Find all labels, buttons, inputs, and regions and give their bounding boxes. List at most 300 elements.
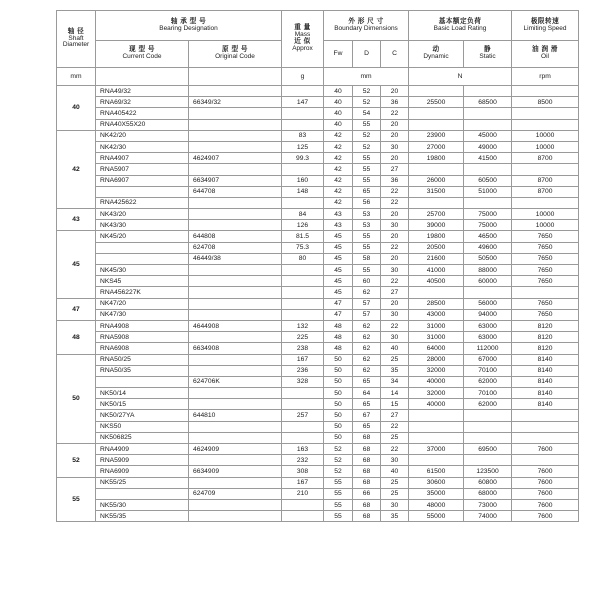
original-code-cell: 4624907 [189,153,282,164]
static-cell [464,86,512,97]
current-code-cell: RNA4907 [96,153,189,164]
bearing-table [56,10,579,522]
dynamic-cell: 19800 [409,153,464,164]
current-code-cell: NK55/35 [96,511,189,522]
fw-cell: 42 [324,153,353,164]
current-code-cell: RNA5907 [96,164,189,175]
dynamic-cell: 32000 [409,388,464,399]
static-cell [464,421,512,432]
static-cell: 62000 [464,376,512,387]
current-code-cell [96,488,189,499]
dynamic-cell: 43000 [409,309,464,320]
original-code-cell: 624709 [189,488,282,499]
static-cell: 41500 [464,153,512,164]
original-code-cell [189,499,282,510]
oil-speed-cell: 8700 [512,186,579,197]
mass-cell: 160 [282,175,324,186]
fw-cell: 48 [324,343,353,354]
current-code-cell: NK50/27YA [96,410,189,421]
static-cell [464,108,512,119]
static-cell: 51000 [464,186,512,197]
original-code-cell: 66349/32 [189,97,282,108]
d-cell: 62 [353,332,381,343]
c-cell: 30 [381,499,409,510]
c-cell: 22 [381,242,409,253]
fw-cell: 45 [324,231,353,242]
d-cell: 53 [353,209,381,220]
c-cell: 22 [381,276,409,287]
dynamic-cell: 19800 [409,231,464,242]
table-header [57,11,579,86]
current-code-cell: NK45/30 [96,265,189,276]
designation-header: 轴 承 型 号 Bearing Designation [96,11,282,41]
dynamic-cell: 37000 [409,444,464,455]
static-cell: 67000 [464,354,512,365]
oil-speed-cell: 8140 [512,388,579,399]
oil-speed-cell: 7650 [512,265,579,276]
fw-cell: 45 [324,265,353,276]
limiting-speed-header: 极限转速 Limiting Speed [512,11,579,41]
fw-cell: 55 [324,511,353,522]
dynamic-cell [409,455,464,466]
dynamic-cell: 40500 [409,276,464,287]
mass-cell [282,298,324,309]
dynamic-cell: 21600 [409,253,464,264]
original-code-cell [189,365,282,376]
c-cell: 22 [381,444,409,455]
table-row [57,421,579,432]
shaft-diameter-cell: 52 [57,444,96,478]
c-cell: 20 [381,209,409,220]
dynamic-cell: 31500 [409,186,464,197]
mass-cell: 167 [282,354,324,365]
mass-cell [282,287,324,298]
c-cell: 25 [381,488,409,499]
current-code-cell: RNA4908 [96,320,189,331]
unit-g: g [282,68,324,86]
fw-cell: 48 [324,320,353,331]
current-code-cell: NKS45 [96,276,189,287]
c-cell: 30 [381,141,409,152]
current-code-cell: RNA5908 [96,332,189,343]
dynamic-cell: 25700 [409,209,464,220]
oil-speed-cell: 8140 [512,376,579,387]
mass-cell: 148 [282,186,324,197]
dynamic-cell [409,421,464,432]
d-cell: 62 [353,354,381,365]
table-row [57,86,579,97]
oil-speed-cell: 10000 [512,209,579,220]
oil-speed-cell [512,287,579,298]
dynamic-cell: 25500 [409,97,464,108]
original-code-cell [189,276,282,287]
mass-cell [282,276,324,287]
static-cell: 70100 [464,388,512,399]
table-row [57,253,579,264]
original-code-cell [189,477,282,488]
oil-speed-cell [512,86,579,97]
original-code-cell: 624708 [189,242,282,253]
mass-cell: 147 [282,97,324,108]
oil-speed-cell [512,119,579,130]
original-code-cell [189,399,282,410]
d-cell: 53 [353,220,381,231]
original-code-cell: 624706K [189,376,282,387]
static-cell: 68000 [464,488,512,499]
dynamic-cell: 48000 [409,499,464,510]
oil-speed-cell: 8700 [512,153,579,164]
d-cell: 52 [353,86,381,97]
shaft-diameter-header: 轴 径 Shaft Diameter [57,11,96,68]
shaft-diameter-cell: 43 [57,209,96,231]
dynamic-cell: 32000 [409,365,464,376]
static-cell: 73000 [464,499,512,510]
table-row [57,477,579,488]
mass-cell [282,432,324,443]
oil-speed-cell: 7650 [512,253,579,264]
c-cell: 27 [381,164,409,175]
static-cell [464,197,512,208]
table-row [57,499,579,510]
fw-cell: 40 [324,86,353,97]
c-cell: 34 [381,376,409,387]
static-cell [464,287,512,298]
original-code-cell: 4644908 [189,320,282,331]
dynamic-cell [409,410,464,421]
table-body [57,86,579,522]
shaft-diameter-cell: 50 [57,354,96,444]
c-cell: 20 [381,153,409,164]
fw-cell: 47 [324,309,353,320]
d-cell: 57 [353,298,381,309]
table-row [57,153,579,164]
d-cell: 66 [353,488,381,499]
original-code-cell: 46449/38 [189,253,282,264]
oil-speed-cell [512,432,579,443]
static-cell: 49000 [464,141,512,152]
dynamic-cell: 31000 [409,332,464,343]
table-row [57,488,579,499]
oil-speed-cell [512,455,579,466]
static-cell: 68500 [464,97,512,108]
d-cell: 62 [353,365,381,376]
shaft-diameter-cell: 45 [57,231,96,298]
c-cell: 35 [381,365,409,376]
oil-speed-cell: 7600 [512,466,579,477]
oil-speed-cell: 7650 [512,231,579,242]
c-cell: 27 [381,410,409,421]
fw-header: Fw [324,41,353,68]
c-cell: 22 [381,197,409,208]
oil-speed-cell [512,410,579,421]
table-row [57,141,579,152]
table-row [57,242,579,253]
current-code-cell: NK47/20 [96,298,189,309]
fw-cell: 45 [324,276,353,287]
fw-cell: 50 [324,365,353,376]
static-cell: 62000 [464,399,512,410]
unit-blank-current [96,68,189,86]
oil-speed-cell: 7600 [512,511,579,522]
dynamic-cell: 40000 [409,399,464,410]
mass-cell: 99.3 [282,153,324,164]
mass-cell [282,265,324,276]
static-cell [464,432,512,443]
dynamic-cell: 41000 [409,265,464,276]
dynamic-cell: 39000 [409,220,464,231]
original-code-cell [189,141,282,152]
table-row [57,186,579,197]
table-row [57,265,579,276]
current-code-cell [96,186,189,197]
mass-cell [282,309,324,320]
current-code-cell: NK506825 [96,432,189,443]
oil-speed-cell [512,421,579,432]
oil-speed-cell: 7650 [512,298,579,309]
fw-cell: 42 [324,130,353,141]
d-cell: 62 [353,343,381,354]
oil-speed-cell: 10000 [512,130,579,141]
mass-cell: 225 [282,332,324,343]
table-row [57,309,579,320]
dynamic-cell [409,164,464,175]
d-cell: 68 [353,477,381,488]
fw-cell: 40 [324,97,353,108]
d-cell: 64 [353,388,381,399]
d-cell: 62 [353,287,381,298]
static-cell: 49600 [464,242,512,253]
d-header: D [353,41,381,68]
static-cell: 123500 [464,466,512,477]
d-cell: 55 [353,119,381,130]
static-cell: 69500 [464,444,512,455]
oil-speed-cell: 8120 [512,332,579,343]
fw-cell: 55 [324,477,353,488]
oil-speed-cell: 8140 [512,354,579,365]
static-cell [464,119,512,130]
oil-speed-cell: 8700 [512,175,579,186]
current-code-cell: RNA50/35 [96,365,189,376]
original-code-cell [189,309,282,320]
c-cell: 30 [381,455,409,466]
table-row [57,432,579,443]
static-cell [464,164,512,175]
table-row [57,175,579,186]
d-cell: 55 [353,265,381,276]
static-cell: 60000 [464,276,512,287]
static-cell: 75000 [464,220,512,231]
original-code-cell: 4624909 [189,444,282,455]
table-row [57,276,579,287]
static-cell [464,455,512,466]
unit-newton: N [409,68,512,86]
dynamic-cell: 23900 [409,130,464,141]
table-row [57,466,579,477]
fw-cell: 42 [324,197,353,208]
c-cell: 30 [381,309,409,320]
boundary-header: 外 形 尺 寸 Boundary Dimensions [324,11,409,41]
dynamic-header: 动 Dynamic [409,41,464,68]
dynamic-cell: 61500 [409,466,464,477]
mass-cell [282,86,324,97]
c-cell: 20 [381,119,409,130]
dynamic-cell: 35000 [409,488,464,499]
dynamic-cell [409,119,464,130]
current-code-header: 现 型 号 Current Code [96,41,189,68]
c-cell: 36 [381,175,409,186]
oil-speed-cell: 8140 [512,365,579,376]
d-cell: 55 [353,164,381,175]
mass-cell [282,499,324,510]
c-cell: 36 [381,97,409,108]
shaft-diameter-cell: 40 [57,86,96,131]
c-cell: 15 [381,399,409,410]
oil-speed-cell: 8500 [512,97,579,108]
current-code-cell: RNA6908 [96,343,189,354]
oil-speed-cell: 7650 [512,309,579,320]
c-cell: 40 [381,466,409,477]
d-cell: 58 [353,253,381,264]
mass-cell: 80 [282,253,324,264]
table-row [57,388,579,399]
d-cell: 67 [353,410,381,421]
original-code-cell [189,511,282,522]
oil-speed-cell: 7600 [512,477,579,488]
current-code-cell: NKS50 [96,421,189,432]
table-row [57,197,579,208]
fw-cell: 50 [324,410,353,421]
static-cell: 75000 [464,209,512,220]
oil-speed-cell: 10000 [512,220,579,231]
fw-cell: 50 [324,399,353,410]
original-code-cell [189,432,282,443]
static-cell: 60500 [464,175,512,186]
current-code-cell: NK45/20 [96,231,189,242]
dynamic-cell: 26000 [409,175,464,186]
mass-cell: 84 [282,209,324,220]
static-cell: 63000 [464,320,512,331]
d-cell: 65 [353,186,381,197]
mass-cell: 125 [282,141,324,152]
fw-cell: 50 [324,354,353,365]
table-row [57,444,579,455]
current-code-cell: NK50/14 [96,388,189,399]
oil-speed-cell: 7650 [512,276,579,287]
c-cell: 25 [381,354,409,365]
current-code-cell: NK43/30 [96,220,189,231]
c-cell: 20 [381,130,409,141]
d-cell: 68 [353,444,381,455]
original-code-cell: 644810 [189,410,282,421]
static-cell: 50500 [464,253,512,264]
c-cell: 20 [381,231,409,242]
d-cell: 68 [353,511,381,522]
unit-boundary-mm: mm [324,68,409,86]
c-cell: 22 [381,320,409,331]
static-cell: 88000 [464,265,512,276]
d-cell: 62 [353,320,381,331]
c-cell: 30 [381,220,409,231]
d-cell: 65 [353,399,381,410]
current-code-cell: RNA425622 [96,197,189,208]
mass-cell: 232 [282,455,324,466]
table-row [57,164,579,175]
fw-cell: 47 [324,298,353,309]
fw-cell: 43 [324,209,353,220]
current-code-cell: RNA456227K [96,287,189,298]
c-cell: 22 [381,421,409,432]
unit-mm: mm [57,68,96,86]
original-code-cell [189,220,282,231]
mass-cell: 126 [282,220,324,231]
d-cell: 52 [353,141,381,152]
d-cell: 68 [353,466,381,477]
current-code-cell: RNA5909 [96,455,189,466]
table-row [57,511,579,522]
fw-cell: 43 [324,220,353,231]
static-cell: 70100 [464,365,512,376]
original-code-cell: 6634907 [189,175,282,186]
c-cell: 35 [381,511,409,522]
table-row [57,376,579,387]
c-header: C [381,41,409,68]
mass-cell: 75.3 [282,242,324,253]
c-cell: 20 [381,86,409,97]
oil-speed-cell: 8140 [512,399,579,410]
mass-header: 重 量 Mass 近 似 Approx [282,11,324,68]
load-rating-header: 基本额定负荷 Basic Load Rating [409,11,512,41]
original-code-header: 原 型 号 Original Code [189,41,282,68]
mass-cell [282,511,324,522]
original-code-cell: 644808 [189,231,282,242]
mass-cell [282,388,324,399]
static-cell [464,410,512,421]
current-code-cell: NK50/15 [96,399,189,410]
current-code-cell: NK42/30 [96,141,189,152]
original-code-cell: 6634909 [189,466,282,477]
current-code-cell: RNA69/32 [96,97,189,108]
c-cell: 20 [381,253,409,264]
table-row [57,231,579,242]
static-cell: 74000 [464,511,512,522]
shaft-diameter-cell: 47 [57,298,96,320]
oil-speed-cell: 7600 [512,488,579,499]
current-code-cell: RNA49/32 [96,86,189,97]
current-code-cell: NK47/30 [96,309,189,320]
dynamic-cell: 64000 [409,343,464,354]
original-code-cell [189,455,282,466]
oil-speed-cell [512,108,579,119]
dynamic-cell [409,432,464,443]
original-code-cell [189,164,282,175]
static-cell: 60800 [464,477,512,488]
static-cell: 94000 [464,309,512,320]
shaft-diameter-cell: 42 [57,130,96,208]
c-cell: 30 [381,265,409,276]
d-cell: 56 [353,197,381,208]
d-cell: 52 [353,130,381,141]
oil-speed-cell: 10000 [512,141,579,152]
original-code-cell [189,130,282,141]
original-code-cell [189,354,282,365]
c-cell: 25 [381,432,409,443]
fw-cell: 50 [324,432,353,443]
current-code-cell [96,376,189,387]
d-cell: 65 [353,376,381,387]
dynamic-cell [409,108,464,119]
fw-cell: 42 [324,186,353,197]
d-cell: 55 [353,231,381,242]
